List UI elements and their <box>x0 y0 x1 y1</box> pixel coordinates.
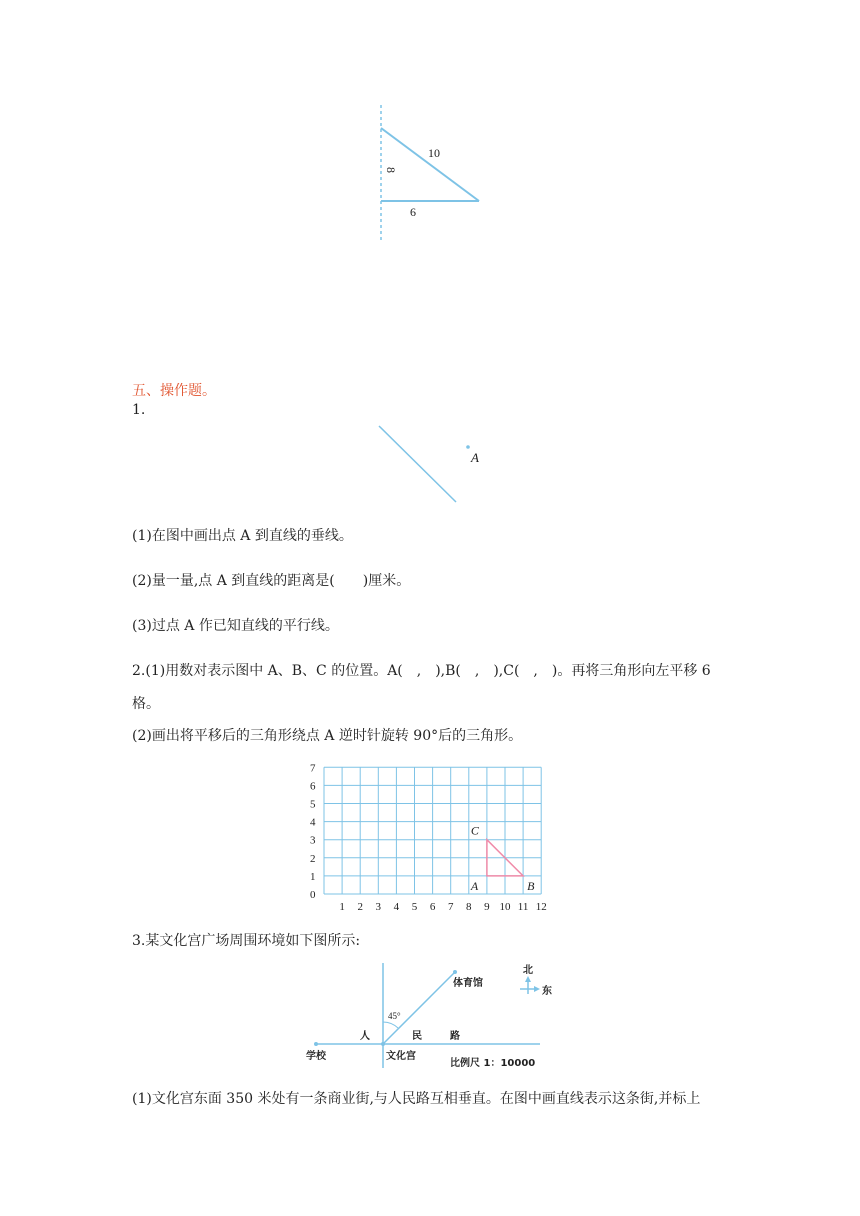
q3-part1: (1)文化宫东面 350 米处有一条商业街,与人民路互相垂直。在图中画直线表示这条街,并标上 <box>132 1091 701 1107</box>
point-a-label: A <box>470 878 479 893</box>
q3-intro: 3.某文化宫广场周围环境如下图所示: <box>132 933 361 949</box>
given-line <box>379 426 456 502</box>
x-tick-label: 7 <box>447 901 454 913</box>
angle-label: 45° <box>388 1011 401 1021</box>
q2-part1-line2: 格。 <box>132 696 160 712</box>
q1-part3: (3)过点 A 作已知直线的平行线。 <box>132 618 339 634</box>
x-tick-label: 3 <box>375 901 382 913</box>
y-tick-label: 7 <box>310 762 316 775</box>
point-c-label: C <box>470 823 479 838</box>
x-tick-label: 6 <box>429 901 436 913</box>
north-label: 北 <box>523 965 533 976</box>
y-tick-label: 1 <box>310 870 316 883</box>
road-char-2: 民 <box>412 1031 422 1042</box>
x-tick-label: 10 <box>499 901 511 913</box>
x-tick-label: 2 <box>357 901 363 913</box>
y-tick-label: 3 <box>310 834 316 847</box>
section-title: 五、操作题。 <box>132 383 216 399</box>
x-tick-label: 1 <box>339 901 345 913</box>
x-tick-label: 5 <box>411 901 418 913</box>
x-tick-label: 4 <box>393 901 400 913</box>
vert-label: 8 <box>384 167 398 173</box>
y-tick-label: 6 <box>310 780 316 793</box>
y-tick-label: 0 <box>310 889 316 901</box>
y-tick-label: 4 <box>310 816 316 829</box>
q1-part1: (1)在图中画出点 A 到直线的垂线。 <box>132 528 353 544</box>
palace-label: 文化宫 <box>386 1051 416 1062</box>
q1-part2: (2)量一量,点 A 到直线的距离是( )厘米。 <box>132 573 411 589</box>
coordinate-grid <box>300 755 560 915</box>
q1-number: 1. <box>132 402 146 418</box>
east-label: 东 <box>542 986 552 997</box>
y-tick-label: 2 <box>310 852 316 865</box>
road-char-1: 人 <box>360 1031 370 1042</box>
road-char-3: 路 <box>450 1031 460 1042</box>
map-figure <box>300 958 560 1073</box>
scale-label: 比例尺 1：10000 <box>450 1058 536 1069</box>
x-tick-label: 11 <box>517 901 529 913</box>
hypotenuse-line <box>381 128 479 201</box>
palace-dot <box>381 1042 385 1046</box>
base-label: 6 <box>410 205 416 219</box>
x-tick-label: 12 <box>535 901 547 913</box>
point-b-label: B <box>527 878 535 893</box>
point-a-label: A <box>471 450 479 465</box>
gym-label: 体育馆 <box>453 978 483 989</box>
gym-dot <box>453 970 457 974</box>
point-a-dot <box>466 445 470 449</box>
triangle-figure <box>360 100 500 245</box>
north-arrow-icon <box>525 976 531 982</box>
q2-part2: (2)画出将平移后的三角形绕点 A 逆时针旋转 90°后的三角形。 <box>132 728 523 744</box>
q1-figure <box>370 420 490 510</box>
school-label: 学校 <box>306 1051 326 1062</box>
y-tick-label: 5 <box>310 798 316 811</box>
q2-part1-line1: 2.(1)用数对表示图中 A、B、C 的位置。A( , ),B( , ),C( , )。再将三角形向左平移 6 <box>132 663 711 679</box>
angle-arc <box>383 1022 398 1028</box>
x-tick-label: 9 <box>484 901 490 913</box>
hyp-label: 10 <box>428 146 440 160</box>
school-dot <box>314 1042 318 1046</box>
east-arrow-icon <box>534 986 540 992</box>
x-tick-label: 8 <box>466 901 472 913</box>
